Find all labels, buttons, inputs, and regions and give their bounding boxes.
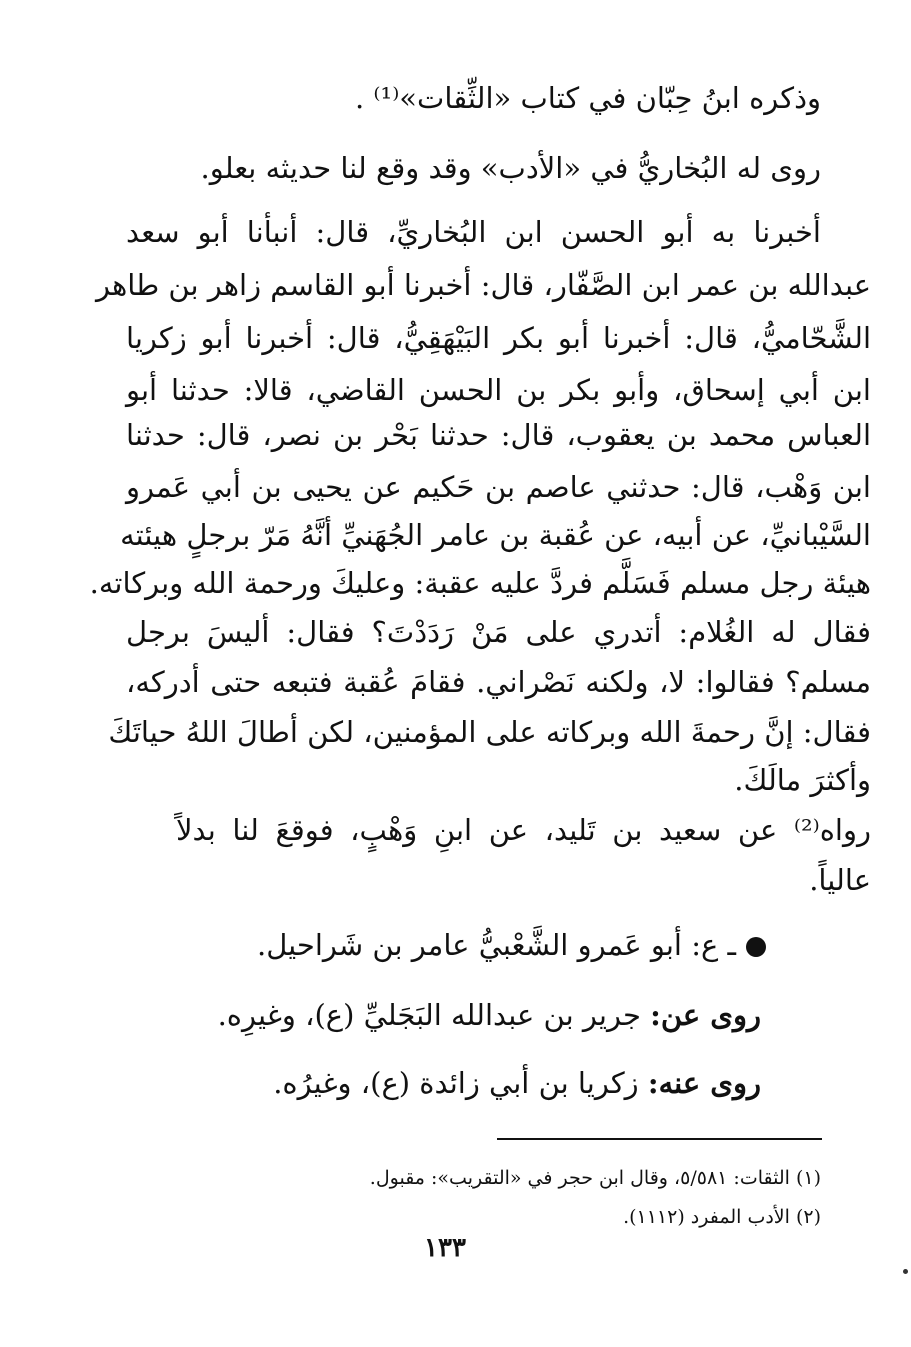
text-line-1: وذكره ابنُ حِبّان في كتاب «الثِّقات»⁽¹⁾ . xyxy=(354,81,821,115)
page-number: ١٣٣ xyxy=(424,1233,466,1263)
text-line-2: روى له البُخاريُّ في «الأدب» وقد وقع لنا حديثه بعلو. xyxy=(200,151,821,185)
text-line-12: مسلم؟ فقالوا: لا، ولكنه نَصْراني. فقامَ عُقبة فتبعه حتى أدركه، xyxy=(126,665,871,699)
text-line-13: فقال: إنَّ رحمةَ الله وبركاته على المؤمنين، لكن أطالَ اللهُ حياتَكَ xyxy=(108,715,871,749)
text-line-15: رواه⁽²⁾ عن سعيد بن تَليد، عن ابنِ وَهْبٍ، فوقعَ لنا بدلاً xyxy=(176,813,871,847)
text-line-6: ابن أبي إسحاق، وأبو بكر بن الحسن القاضي، قالا: حدثنا أبو xyxy=(126,373,871,407)
text-line-9: السَّيْبانيِّ، عن أبيه، عن عُقبة بن عامر الجُهَنيِّ أنَّهُ مَرّ برجلٍ هيئته xyxy=(120,518,871,552)
text-line-16: عالياً. xyxy=(809,863,871,897)
text-line-8: ابن وَهْب، قال: حدثني عاصم بن حَكيم عن يحيى بن أبي عَمرو xyxy=(126,470,871,504)
text-line-11: فقال له الغُلام: أتدري على مَنْ رَدَدْتَ؟ فقال: أليسَ برجل xyxy=(126,615,871,649)
footnote-2: (٢) الأدب المفرد (١١١٢). xyxy=(623,1206,821,1228)
bullet-icon xyxy=(746,937,766,957)
text-line-3: أخبرنا به أبو الحسن ابن البُخاريِّ، قال: أنبأنا أبو سعد xyxy=(126,215,821,249)
text-line-4: عبدالله بن عمر ابن الصَّفّار، قال: أخبرنا أبو القاسم زاهر بن طاهر xyxy=(95,268,871,302)
narrated-from-text: جرير بن عبدالله البَجَليِّ (ع)، وغيرِه. xyxy=(217,998,641,1032)
footnote-1: (١) الثقات: ٥/٥٨١، وقال ابن حجر في «التقريب»: مقبول. xyxy=(369,1167,821,1189)
entry-heading xyxy=(166,925,766,965)
narrated-from-line xyxy=(161,995,761,1035)
narrated-by-line xyxy=(161,1063,761,1103)
entry-heading-text: ـ ع: أبو عَمرو الشَّعْبيُّ عامر بن شَراحيل. xyxy=(257,928,736,962)
edge-mark xyxy=(903,1269,908,1274)
narrated-by-label: روى عنه: xyxy=(647,1066,761,1100)
narrated-from-label: روى عن: xyxy=(650,998,761,1032)
footnote-divider xyxy=(497,1138,822,1140)
text-line-14: وأكثرَ مالَكَ. xyxy=(734,763,871,797)
text-line-5: الشَّحّاميُّ، قال: أخبرنا أبو بكر البَيْهَقِيُّ، قال: أخبرنا أبو زكريا xyxy=(126,321,871,355)
text-line-10: هيئة رجل مسلم فَسَلَّم فردَّ عليه عقبة: وعليكَ ورحمة الله وبركاته. xyxy=(89,566,871,600)
narrated-by-text: زكريا بن أبي زائدة (ع)، وغيرُه. xyxy=(273,1066,639,1100)
text-line-7: العباس محمد بن يعقوب، قال: حدثنا بَحْر بن نصر، قال: حدثنا xyxy=(126,418,871,452)
